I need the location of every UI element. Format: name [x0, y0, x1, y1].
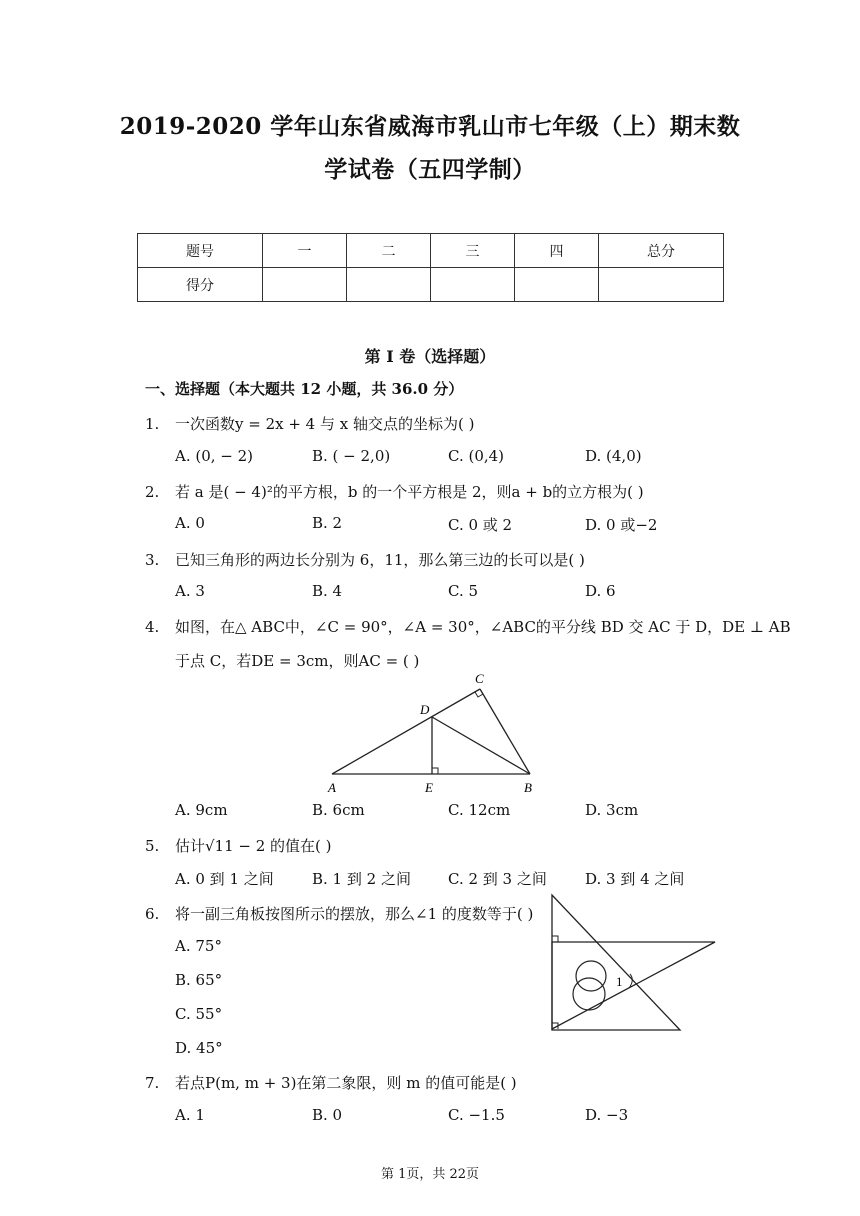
option-a: A. 0: [175, 514, 205, 532]
triangle-abc-figure: [320, 666, 550, 800]
option-b: B. 1 到 2 之间: [312, 870, 411, 888]
question-7: [145, 1072, 517, 1093]
option-a: A. 0 到 1 之间: [175, 870, 274, 888]
label-a: A: [328, 780, 336, 795]
options-q2: [175, 514, 735, 536]
label-d: D: [420, 702, 430, 717]
question-stem: 估计√11 − 2 的值在( ): [175, 837, 332, 855]
page-footer: 第 1页，共 22页: [380, 1167, 480, 1182]
question-number: 1.: [145, 415, 160, 433]
option-c: C. 5: [448, 582, 479, 600]
option-c: C. 0 或 2: [448, 516, 513, 534]
option-d: D. 0 或−2: [585, 516, 658, 534]
option-d: D. 3 到 4 之间: [585, 870, 685, 888]
question-stem: 若 a 是( − 4)²的平方根，b 的一个平方根是 2，则a + b的立方根为( ): [175, 483, 644, 501]
exam-title-line-2: 学试卷（五四学制）: [324, 156, 536, 183]
question-number: 5.: [145, 837, 160, 855]
option-d: D. −3: [585, 1106, 629, 1124]
option-d: D. (4,0): [585, 447, 642, 465]
label-b: B: [524, 780, 532, 795]
question-stem: 如图，在△ ABC中，∠C = 90°，∠A = 30°，∠ABC的平分线 BD 交 AC 于 D，DE ⊥ AB: [175, 618, 791, 636]
score-cell: [347, 268, 431, 302]
option-b: B. 2: [312, 514, 343, 532]
score-cell: [515, 268, 599, 302]
score-header-cell: 总分: [599, 234, 724, 268]
option-d: D. 3cm: [585, 801, 639, 819]
question-stem: 一次函数y = 2x + 4 与 x 轴交点的坐标为( ): [175, 415, 475, 433]
score-header-cell: 二: [347, 234, 431, 268]
score-table-score-row: [138, 268, 724, 302]
part-heading: 一、选择题（本大题共 12 小题，共 36.0 分）: [145, 380, 464, 398]
section-heading: 第 I 卷（选择题）: [364, 347, 496, 366]
options-q5: [175, 868, 735, 890]
set-square-30-60: [552, 942, 715, 1029]
score-cell: [599, 268, 724, 302]
score-table-header-row: [138, 234, 724, 268]
option-b: B. 6cm: [312, 801, 365, 819]
angle-1-label: 1: [616, 974, 623, 989]
option-a: A. 3: [175, 582, 205, 600]
option-c: C. −1.5: [448, 1106, 505, 1124]
segment-bd: [432, 717, 530, 774]
question-stem: 若点P(m, m + 3)在第二象限，则 m 的值可能是( ): [175, 1074, 517, 1092]
option-a: A. 9cm: [175, 801, 228, 819]
angle-circle-lower: [573, 978, 605, 1010]
question-6: [145, 903, 533, 924]
option-b: B. 65°: [175, 971, 223, 989]
option-a: A. 75°: [175, 937, 222, 955]
options-q7: [175, 1106, 735, 1128]
question-number: 2.: [145, 483, 160, 501]
option-a: A. 1: [175, 1106, 205, 1124]
option-b: B. 4: [312, 582, 343, 600]
option-a: A. (0, − 2): [175, 447, 254, 465]
question-4-stem-cont: 于点 C，若DE = 3cm，则AC = ( ): [175, 652, 420, 670]
score-table: [137, 233, 724, 302]
option-c: C. (0,4): [448, 447, 505, 465]
question-number: 6.: [145, 905, 160, 923]
exam-title-line-1: 2019-2020 学年山东省威海市乳山市七年级（上）期末数: [119, 113, 741, 140]
right-angle-mark-top: [552, 936, 558, 942]
question-number: 4.: [145, 618, 160, 636]
score-cell: [263, 268, 347, 302]
score-header-cell: 四: [515, 234, 599, 268]
options-q4: [175, 801, 735, 823]
segment-cb: [480, 689, 530, 774]
question-4: [145, 616, 791, 637]
question-1: [145, 413, 474, 434]
score-header-cell: 三: [431, 234, 515, 268]
label-e: E: [425, 780, 433, 795]
options-q3: [175, 582, 735, 604]
score-cell: [431, 268, 515, 302]
score-header-cell: 题号: [138, 234, 263, 268]
option-d: D. 6: [585, 582, 616, 600]
option-b: B. ( − 2,0): [312, 447, 391, 465]
question-stem: 已知三角形的两边长分别为 6，11，那么第三边的长可以是( ): [175, 551, 585, 569]
question-2: [145, 481, 644, 502]
option-c: C. 55°: [175, 1005, 223, 1023]
set-square-45: [552, 895, 680, 1030]
right-angle-e-mark: [432, 768, 438, 774]
angle-circle-upper: [576, 961, 606, 991]
label-c: C: [475, 671, 484, 686]
question-number: 7.: [145, 1074, 160, 1092]
score-header-cell: 一: [263, 234, 347, 268]
option-c: C. 2 到 3 之间: [448, 870, 547, 888]
option-d: D. 45°: [175, 1039, 223, 1057]
question-3: [145, 549, 585, 570]
score-row-label: 得分: [138, 268, 263, 302]
option-b: B. 0: [312, 1106, 343, 1124]
question-stem: 将一副三角板按图所示的摆放，那么∠1 的度数等于( ): [175, 905, 534, 923]
question-number: 3.: [145, 551, 160, 569]
option-c: C. 12cm: [448, 801, 511, 819]
options-q1: [175, 447, 735, 469]
question-5: [145, 835, 332, 856]
triangle-rulers-figure: [545, 890, 720, 1035]
